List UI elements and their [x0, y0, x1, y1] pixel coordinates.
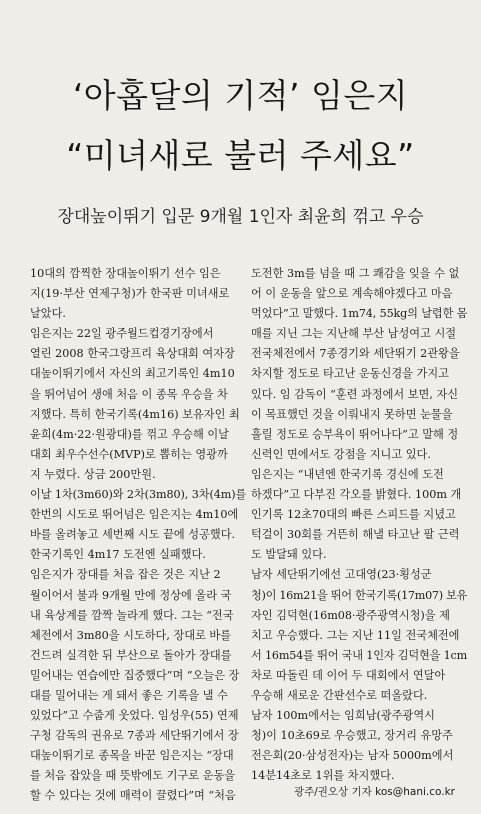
- text-line: 우승해 새로운 간판선수로 떠올랐다.: [251, 688, 428, 702]
- text-line: 지 누렸다. 상금 200만원.: [30, 467, 156, 481]
- text-line: 신력인 면에서도 강점을 지니고 있다.: [251, 447, 431, 461]
- text-line: 청)이 10초69로 우승했고, 장거리 유망주: [251, 729, 453, 743]
- text-line: 하겠다”고 다부진 각오를 밝혔다. 100m 개: [251, 488, 462, 502]
- text-line: 인기록 12초70대의 빠른 스피드를 지녔고: [251, 508, 456, 522]
- article-paragraph: [251, 465, 467, 565]
- byline: 광주/권오상 기자 kos@hani.co.kr: [293, 786, 455, 798]
- text-line: 전국체전에서 7종경기와 세단뛰기 2관왕을: [251, 347, 460, 361]
- text-line: 서 16m54를 뛰어 국내 1인자 김덕현을 1cm: [251, 648, 467, 662]
- text-line: 대를 밀어내는 게 돼서 좋은 기록을 낼 수: [30, 688, 228, 702]
- text-line: 한국기록인 4m17 도전엔 실패했다.: [30, 548, 206, 562]
- text-line: 지(19·부산 연제구청)가 한국판 미녀새로: [30, 287, 230, 301]
- article-paragraph: [30, 324, 246, 485]
- article-column-right: [251, 264, 467, 786]
- text-line: 매를 지닌 그는 지난해 부산 남성여고 시절: [251, 327, 457, 341]
- text-line: 대높이뛰기에서 자신의 최고기록인 4m10: [30, 367, 235, 381]
- text-line: 월이어서 불과 9개월 만에 정상에 올라 국: [30, 588, 232, 602]
- text-line: 날았다.: [30, 307, 66, 321]
- text-line: 윤희(4m·22·원광대)를 꺾고 우승해 이날: [30, 427, 229, 441]
- text-line: 차로 따돌린 데 이어 두 대회에서 연달아: [251, 668, 446, 682]
- text-line: 체전에서 3m80을 시도하다, 장대로 바를: [30, 628, 232, 642]
- text-line: 할 수 있다는 것에 매력이 끌렸다”며 “처음: [30, 789, 236, 803]
- text-line: 를 처음 잡았을 때 뜻밖에도 기구로 운동을: [30, 769, 236, 783]
- headline-line-2: “미녀새로 불러 주세요”: [66, 136, 415, 175]
- text-line: 있다. 임 감독이 “훈련 과정에서 보면, 자신: [251, 387, 459, 401]
- text-line: 흘릴 정도로 승부욕이 뛰어나다”고 말해 정: [251, 427, 459, 441]
- headline-line-1: ‘아홉달의 기적’ 임은지: [72, 76, 409, 115]
- text-line: 임은지가 장대를 처음 잡은 것은 지난 2: [30, 568, 221, 582]
- text-line: 구청 감독의 권유로 7종과 세단뛰기에서 장: [30, 729, 239, 743]
- text-line: 남자 세단뛰기에선 고대영(23·횡성군: [251, 568, 432, 582]
- text-line: 먹었다”고 말했다. 1m74, 55kg의 날렵한 몸: [251, 307, 467, 321]
- text-line: 턱걸이 30회를 거뜬히 해낼 타고난 팔 근력: [251, 528, 460, 542]
- text-line: 을 뛰어넘어 생애 처음 이 종목 우승을 차: [30, 387, 228, 401]
- text-line: 대높이뛰기로 종목을 바꾼 임은지는 “장대: [30, 749, 234, 763]
- article-column-left: [30, 264, 246, 807]
- article-paragraph: [30, 485, 246, 565]
- text-line: 청)이 16m21을 뛰어 한국기록(17m07) 보유: [251, 588, 467, 602]
- article-paragraph: [251, 706, 467, 786]
- text-line: 열린 2008 한국그랑프리 육상대회 여자장: [30, 347, 235, 361]
- text-line: 대회 최우수선수(MVP)로 뽑히는 영광까: [30, 447, 228, 461]
- text-line: 자인 김덕현(16m08·광주광역시청)을 제: [251, 608, 450, 622]
- text-line: 도 발달돼 있다.: [251, 548, 327, 562]
- text-line: 10대의 깜찍한 장대높이뛰기 선수 임은: [30, 267, 221, 280]
- text-line: 도전한 3m를 넘을 때 그 쾌감을 잊을 수 없: [251, 267, 460, 280]
- article-paragraph: [30, 565, 246, 806]
- text-line: 14분14초로 1위를 차지했다.: [251, 769, 395, 783]
- text-line: 한번의 시도로 뛰어넘은 임은지는 4m10에: [30, 508, 239, 522]
- text-line: 밀어내는 연습에만 집중했다”며 “오늘은 장: [30, 668, 240, 682]
- article-paragraph: [251, 565, 467, 706]
- text-line: 차지할 정도로 타고난 운동신경을 가지고: [251, 367, 449, 381]
- text-line: 어 이 운동을 앞으로 계속해야겠다고 마음: [251, 287, 453, 301]
- text-line: 지했다. 특히 한국기록(4m16) 보유자인 최: [30, 407, 240, 421]
- text-line: 치고 우승했다. 그는 지난 11일 전국체전에: [251, 628, 460, 642]
- text-line: 남자 100m에서는 임희남(광주광역시: [251, 709, 435, 723]
- text-line: 임은지는 22일 광주월드컵경기장에서: [30, 327, 214, 341]
- text-line: 임은지는 “내년엔 한국기록 경신에 도전: [251, 467, 444, 481]
- text-line: 이 목표했던 것을 이뤄내지 못하면 눈물을: [251, 407, 453, 421]
- article-paragraph: [251, 264, 467, 465]
- text-line: 건드려 실격한 뒤 부산으로 돌아가 장대를: [30, 648, 232, 662]
- text-line: 바를 올려놓고 세번째 시도 끝에 성공했다.: [30, 528, 236, 542]
- article-paragraph: [30, 264, 246, 324]
- text-line: 전은회(20·삼성전자)는 남자 5000m에서: [251, 749, 454, 763]
- text-line: 이날 1차(3m60)와 2차(3m80), 3차(4m)를: [30, 488, 246, 502]
- subheadline: 장대높이뛰기 입문 9개월 1인자 최윤희 꺾고 우승: [57, 207, 424, 227]
- text-line: 있었다”고 수줍게 웃었다. 임성우(55) 연제: [30, 709, 239, 723]
- text-line: 내 육상계를 깜짝 놀라게 했다. 그는 “전국: [30, 608, 234, 622]
